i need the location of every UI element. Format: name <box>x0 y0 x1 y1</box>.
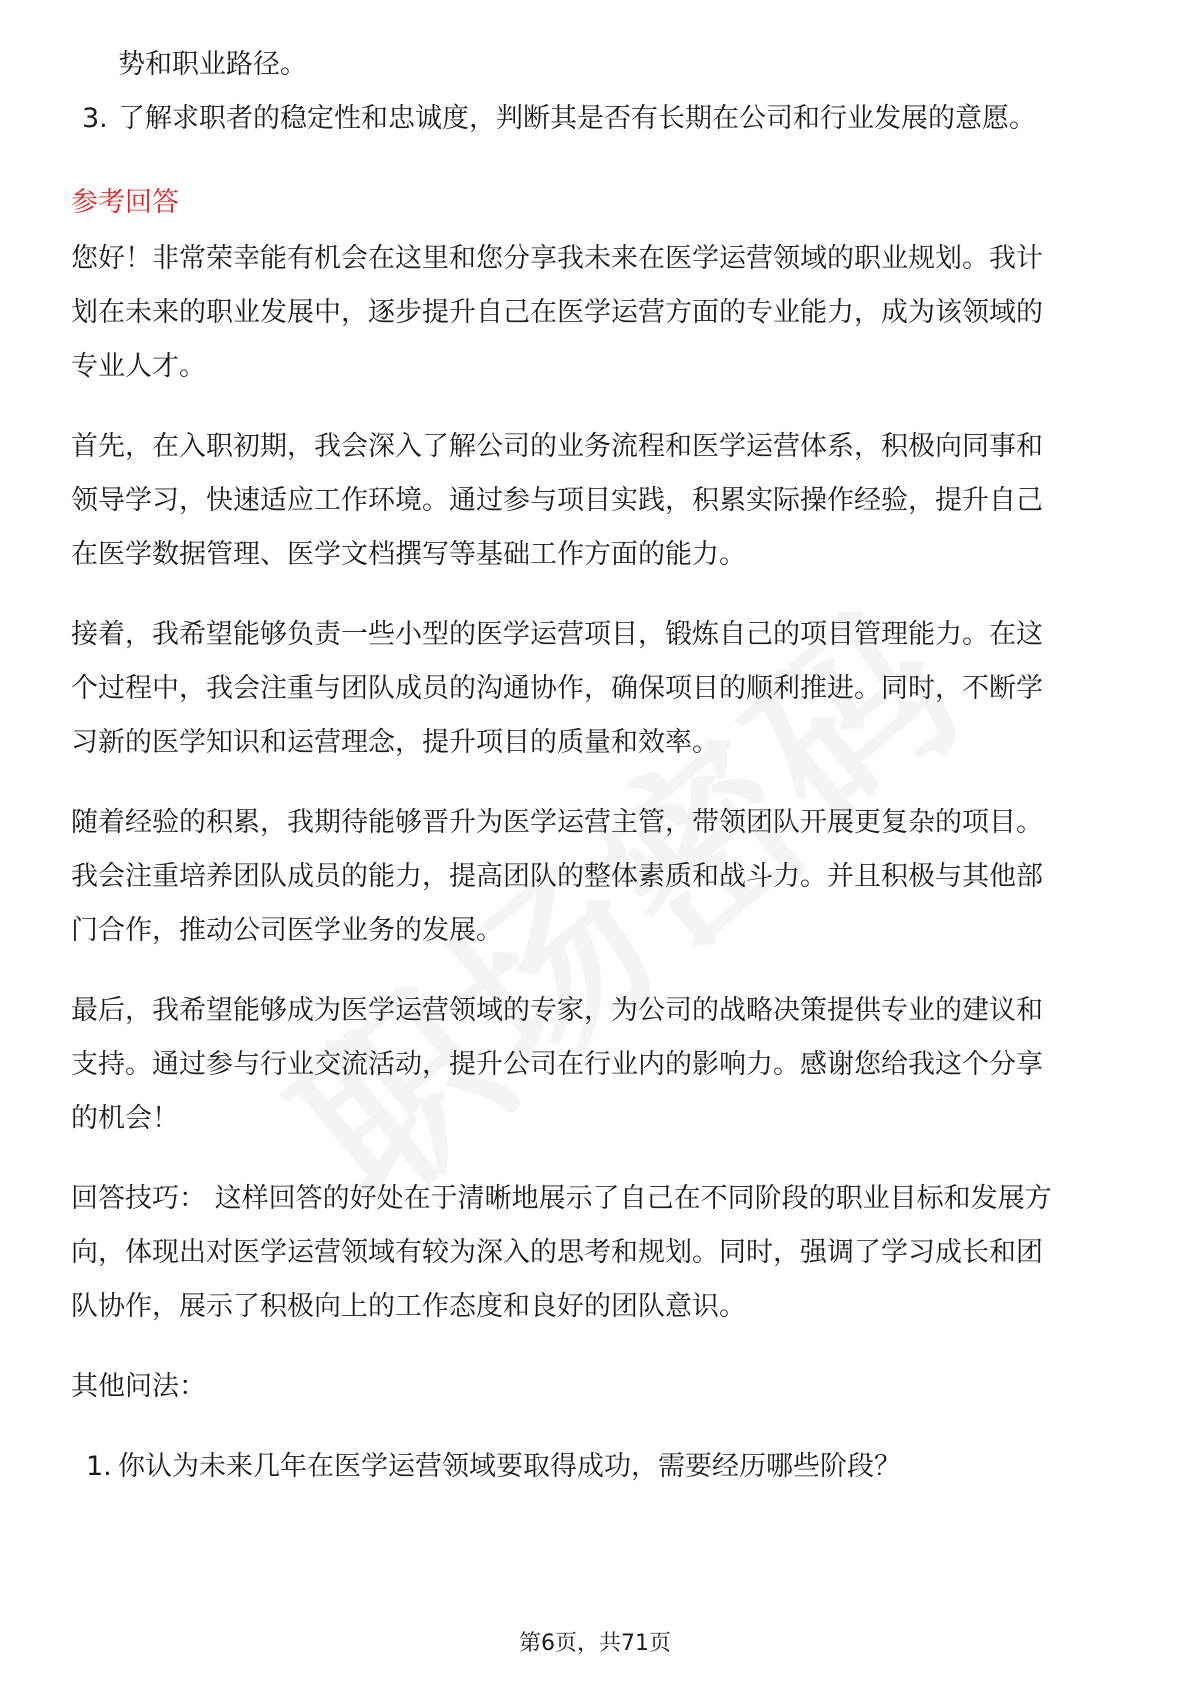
paragraph-3-line-2: 个过程中，我会注重与团队成员的沟通协作，确保项目的顺利推进。同时，不断学 <box>71 673 1043 704</box>
answer-tips-line-1: 回答技巧： 这样回答的好处在于清晰地展示了自己在不同阶段的职业目标和发展方 <box>71 1183 1052 1214</box>
other-question-text-1: 你认为未来几年在医学运营领域要取得成功，需要经历哪些阶段？ <box>118 1451 901 1482</box>
paragraph-4-line-2: 我会注重培养团队成员的能力，提高团队的整体素质和战斗力。并且积极与其他部 <box>71 861 1043 892</box>
list-number-3: 3. <box>82 103 108 134</box>
paragraph-5-line-2: 支持。通过参与行业交流活动，提升公司在行业内的影响力。感谢您给我这个分享 <box>71 1049 1043 1080</box>
other-questions-label: 其他问法： <box>71 1371 206 1402</box>
paragraph-5-line-3: 的机会！ <box>71 1103 179 1134</box>
list-item-3-text: 了解求职者的稳定性和忠诚度，判断其是否有长期在公司和行业发展的意愿。 <box>118 103 1036 134</box>
other-question-number-1: 1. <box>86 1451 112 1482</box>
paragraph-4-line-1: 随着经验的积累，我期待能够晋升为医学运营主管，带领团队开展更复杂的项目。 <box>71 807 1043 838</box>
paragraph-2-line-1: 首先，在入职初期，我会深入了解公司的业务流程和医学运营体系，积极向同事和 <box>71 431 1043 462</box>
list-item-2-continuation: 势和职业路径。 <box>118 49 307 80</box>
paragraph-4-line-3: 门合作，推动公司医学业务的发展。 <box>71 915 503 946</box>
answer-tips-line-2: 向，体现出对医学运营领域有较为深入的思考和规划。同时，强调了学习成长和团 <box>71 1237 1043 1268</box>
paragraph-5-line-1: 最后，我希望能够成为医学运营领域的专家，为公司的战略决策提供专业的建议和 <box>71 995 1043 1026</box>
paragraph-3-line-3: 习新的医学知识和运营理念，提升项目的质量和效率。 <box>71 727 719 758</box>
answer-section-title: 参考回答 <box>71 187 179 218</box>
answer-tips-line-3: 队协作，展示了积极向上的工作态度和良好的团队意识。 <box>71 1291 746 1322</box>
paragraph-1-line-3: 专业人才。 <box>71 351 206 382</box>
paragraph-1-line-2: 划在未来的职业发展中，逐步提升自己在医学运营方面的专业能力，成为该领域的 <box>71 297 1043 328</box>
paragraph-1-line-1: 您好！非常荣幸能有机会在这里和您分享我未来在医学运营领域的职业规划。我计 <box>71 243 1043 274</box>
paragraph-2-line-3: 在医学数据管理、医学文档撰写等基础工作方面的能力。 <box>71 539 746 570</box>
page-number-footer: 第6页，共71页 <box>519 1631 671 1656</box>
paragraph-3-line-1: 接着，我希望能够负责一些小型的医学运营项目，锻炼自己的项目管理能力。在这 <box>71 619 1043 650</box>
paragraph-2-line-2: 领导学习，快速适应工作环境。通过参与项目实践，积累实际操作经验，提升自己 <box>71 485 1043 516</box>
